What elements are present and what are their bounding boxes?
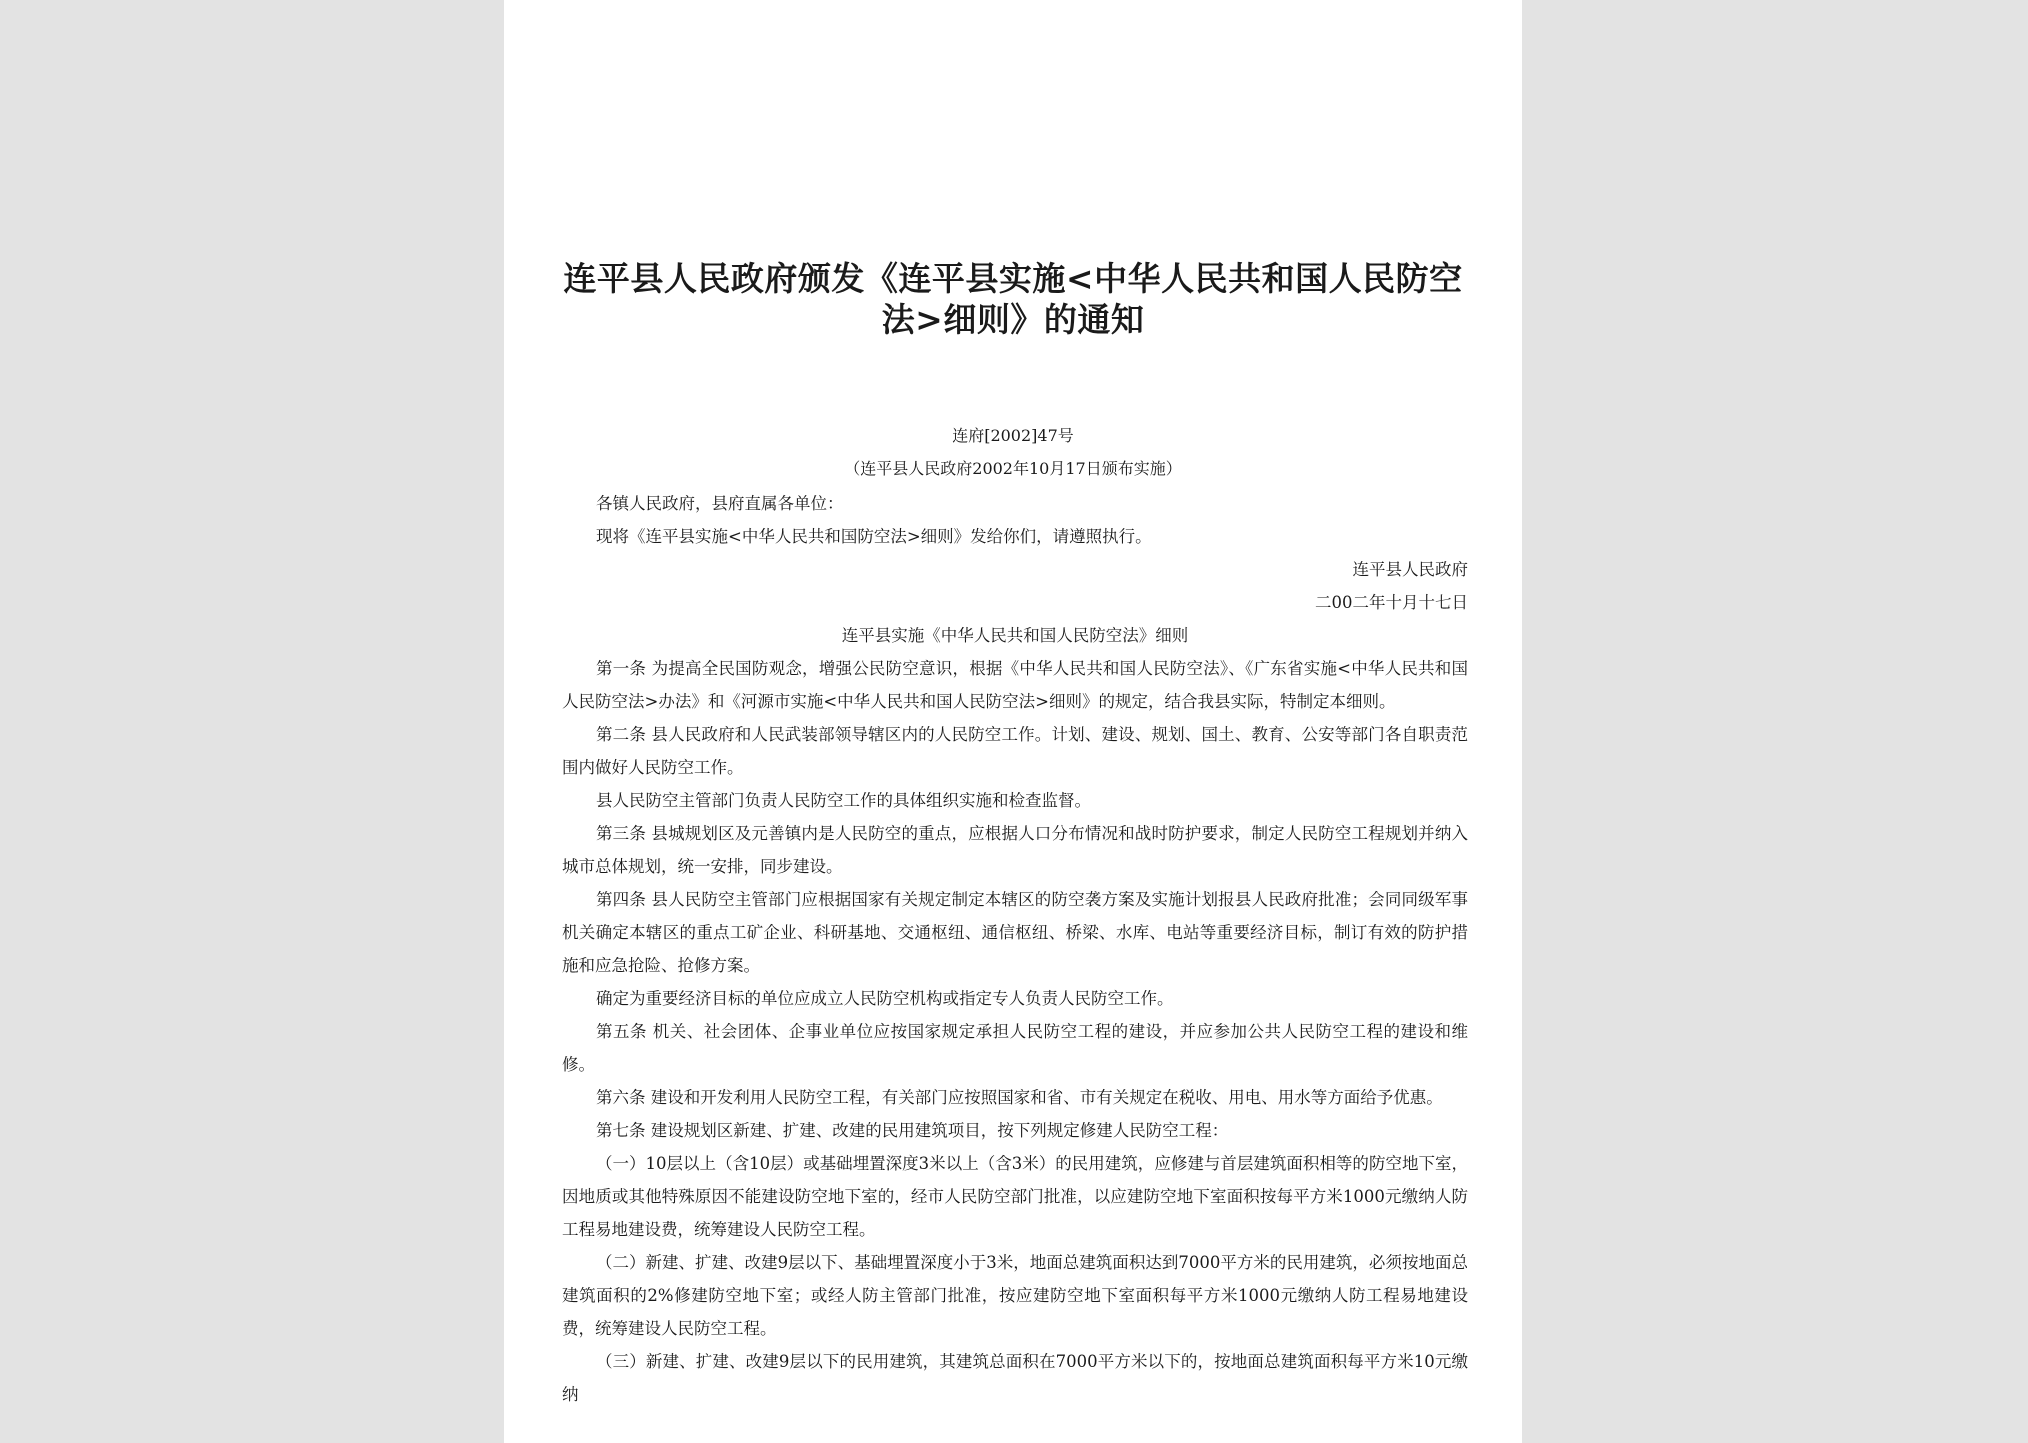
article-paragraph: 确定为重要经济目标的单位应成立人民防空机构或指定专人负责人民防空工作。 xyxy=(596,989,1174,1008)
notice-body: 现将《连平县实施<中华人民共和国防空法>细则》发给你们，请遵照执行。 xyxy=(596,527,1152,546)
article-paragraph: 第二条 县人民政府和人民武装部领导辖区内的人民防空工作。计划、建设、规划、国土、教育、公安等部门各自职责范围内做好人民防空工作。 xyxy=(562,725,1468,777)
article-paragraph: 县人民防空主管部门负责人民防空工作的具体组织实施和检查监督。 xyxy=(596,791,1091,810)
article-paragraph: 第六条 建设和开发利用人民防空工程，有关部门应按照国家和省、市有关规定在税收、用电、用水等方面给予优惠。 xyxy=(596,1088,1443,1107)
article-paragraph: （三）新建、扩建、改建9层以下的民用建筑，其建筑总面积在7000平方米以下的，按地面总建筑面积每平方米10元缴纳 xyxy=(562,1352,1468,1404)
document-number: 连府[2002]47号 xyxy=(952,426,1074,445)
issue-date-note: （连平县人民政府2002年10月17日颁布实施） xyxy=(844,459,1182,478)
addressee: 各镇人民政府，县府直属各单位： xyxy=(596,494,844,513)
document-body xyxy=(562,487,1468,1411)
article-paragraph: （二）新建、扩建、改建9层以下、基础埋置深度小于3米，地面总建筑面积达到7000平方米的民用建筑，必须按地面总建筑面积的2%修建防空地下室；或经人防主管部门批准，按应建防空地下室面积每平方米1000元缴纳人防工程易地建设费，统筹建设人民防空工程。 xyxy=(562,1253,1468,1338)
signature-date: 二00二年十月十七日 xyxy=(1315,593,1468,612)
article-paragraph: 第七条 建设规划区新建、扩建、改建的民用建筑项目，按下列规定修建人民防空工程： xyxy=(596,1121,1229,1140)
signature-org: 连平县人民政府 xyxy=(1352,560,1468,579)
article-paragraph: 第一条 为提高全民国防观念，增强公民防空意识，根据《中华人民共和国人民防空法》、《广东省实施<中华人民共和国人民防空法>办法》和《河源市实施<中华人民共和国人民防空法>细则》的规定，结合我县实际，特制定本细则。 xyxy=(562,659,1468,711)
article-paragraph: 第三条 县城规划区及元善镇内是人民防空的重点，应根据人口分布情况和战时防护要求，制定人民防空工程规划并纳入城市总体规划，统一安排，同步建设。 xyxy=(562,824,1468,876)
article-paragraph: 第四条 县人民防空主管部门应根据国家有关规定制定本辖区的防空袭方案及实施计划报县人民政府批准；会同同级军事机关确定本辖区的重点工矿企业、科研基地、交通枢纽、通信枢纽、桥梁、水库、电站等重要经济目标，制订有效的防护措施和应急抢险、抢修方案。 xyxy=(562,890,1468,975)
article-paragraph: 第五条 机关、社会团体、企事业单位应按国家规定承担人民防空工程的建设，并应参加公共人民防空工程的建设和维修。 xyxy=(562,1022,1468,1074)
document-title: 连平县人民政府颁发《连平县实施<中华人民共和国人民防空法>细则》的通知 xyxy=(563,259,1463,339)
article-paragraph: （一）10层以上（含10层）或基础埋置深度3米以上（含3米）的民用建筑，应修建与首层建筑面积相等的防空地下室，因地质或其他特殊原因不能建设防空地下室的，经市人民防空部门批准，以应建防空地下室面积按每平方米1000元缴纳人防工程易地建设费，统筹建设人民防空工程。 xyxy=(562,1154,1468,1239)
rules-title: 连平县实施《中华人民共和国人民防空法》细则 xyxy=(841,626,1189,645)
document-page xyxy=(504,0,1522,1443)
